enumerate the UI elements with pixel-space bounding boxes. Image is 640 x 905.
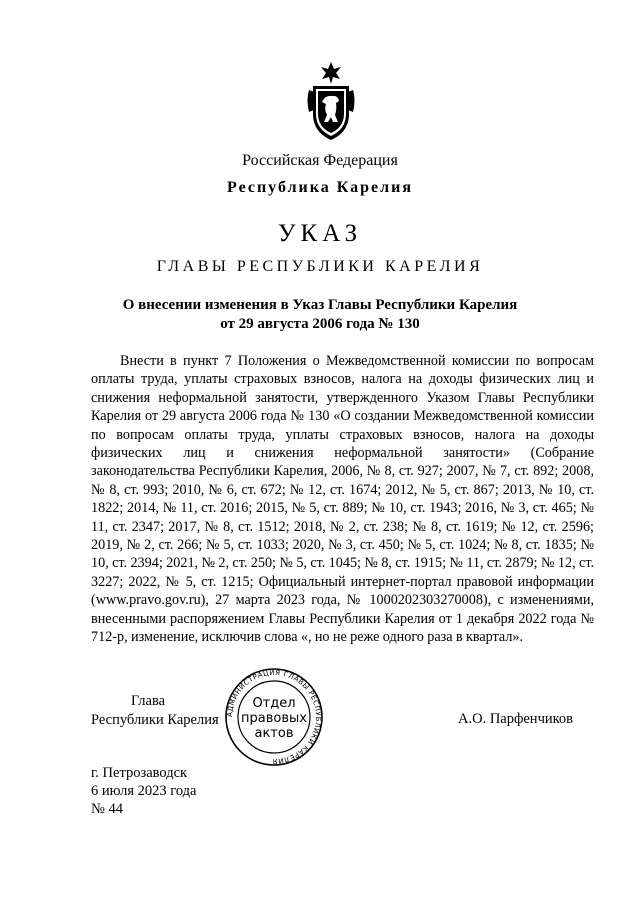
document-title-line-2: от 29 августа 2006 года № 130 — [220, 316, 420, 332]
country-name: Российская Федерация — [242, 152, 398, 169]
issue-details — [91, 764, 197, 818]
stamp-line-3: актов — [254, 726, 294, 741]
issue-date: 6 июля 2023 года — [91, 783, 197, 799]
signatory-position — [91, 692, 219, 730]
decree-number: № 44 — [91, 801, 123, 817]
stamp-line-1: Отдел — [252, 696, 296, 711]
body-paragraph: Внести в пункт 7 Положения о Межведомственной комиссии по вопросам оплаты труда, уплаты страховых взносов, налога на доходы физических лиц и снижения неформальной занятости, утвержденного Указом Главы Республики Карелия от 29 августа 2006 года № 130 «О создании Межведомственной комиссии по вопросам оплаты труда, уплаты страховых взносов, налога на доходы физических лиц и снижения неформальной занятости» (Собрание законодательства Республики Карелия, 2006, № 8, ст. 927; 2007, № 7, ст. 892; 2008, № 8, ст. 993; 2010, № 6, ст. 672; № 12, ст. 1674; 2012, № 5, ст. 867; 2013, № 10, ст. 1822; 2014, № 11, ст. 2016; 2015, № 5, ст. 889; № 10, ст. 1943; 2016, № 3, ст. 465; № 11, ст. 2347; 2017, № 8, ст. 1512; 2018, № 2, ст. 238; № 8, ст. 1619; № 12, ст. 2596; 2019, № 2, ст. 266; № 5, ст. 1033; 2020, № 3, ст. 450; № 5, ст. 1024; № 8, ст. 1835; № 10, ст. 2394; 2021, № 2, ст. 250; № 5, ст. 1045; № 8, ст. 1915; № 11, ст. 2879; № 12, ст. 3227; 2022, № 5, ст. 1215; Официальный интернет-портал правовой информации (www.pravo.gov.ru), 27 марта 2023 года, № 1000202303270008), с изменениями, внесенными распоряжением Главы Республики Карелия от 1 декабря 2022 года № 712-р, изменение, исключив слова «, но не реже одного раза в квартал». — [91, 353, 594, 646]
official-stamp-icon — [218, 667, 330, 767]
signatory-name: А.О. Парфенчиков — [458, 711, 574, 727]
signatory-position-line-1: Глава — [131, 693, 166, 709]
signatory-position-line-2: Республики Карелия — [91, 712, 219, 728]
document-title-line-1: О внесении изменения в Указ Главы Республики Карелия — [122, 297, 518, 313]
karelia-coat-of-arms-icon — [305, 62, 357, 142]
republic-name: Республика Карелия — [227, 179, 413, 196]
stamp-line-2: правовых — [241, 711, 307, 726]
document-type: УКАЗ — [277, 220, 363, 247]
document-issuer: ГЛАВЫ РЕСПУБЛИКИ КАРЕЛИЯ — [156, 258, 484, 275]
issue-city: г. Петрозаводск — [91, 765, 188, 781]
stamp-ring-text: АДМИНИСТРАЦИЯ ГЛАВЫ РЕСПУБЛИКИ КАРЕЛИЯ — [225, 668, 323, 766]
